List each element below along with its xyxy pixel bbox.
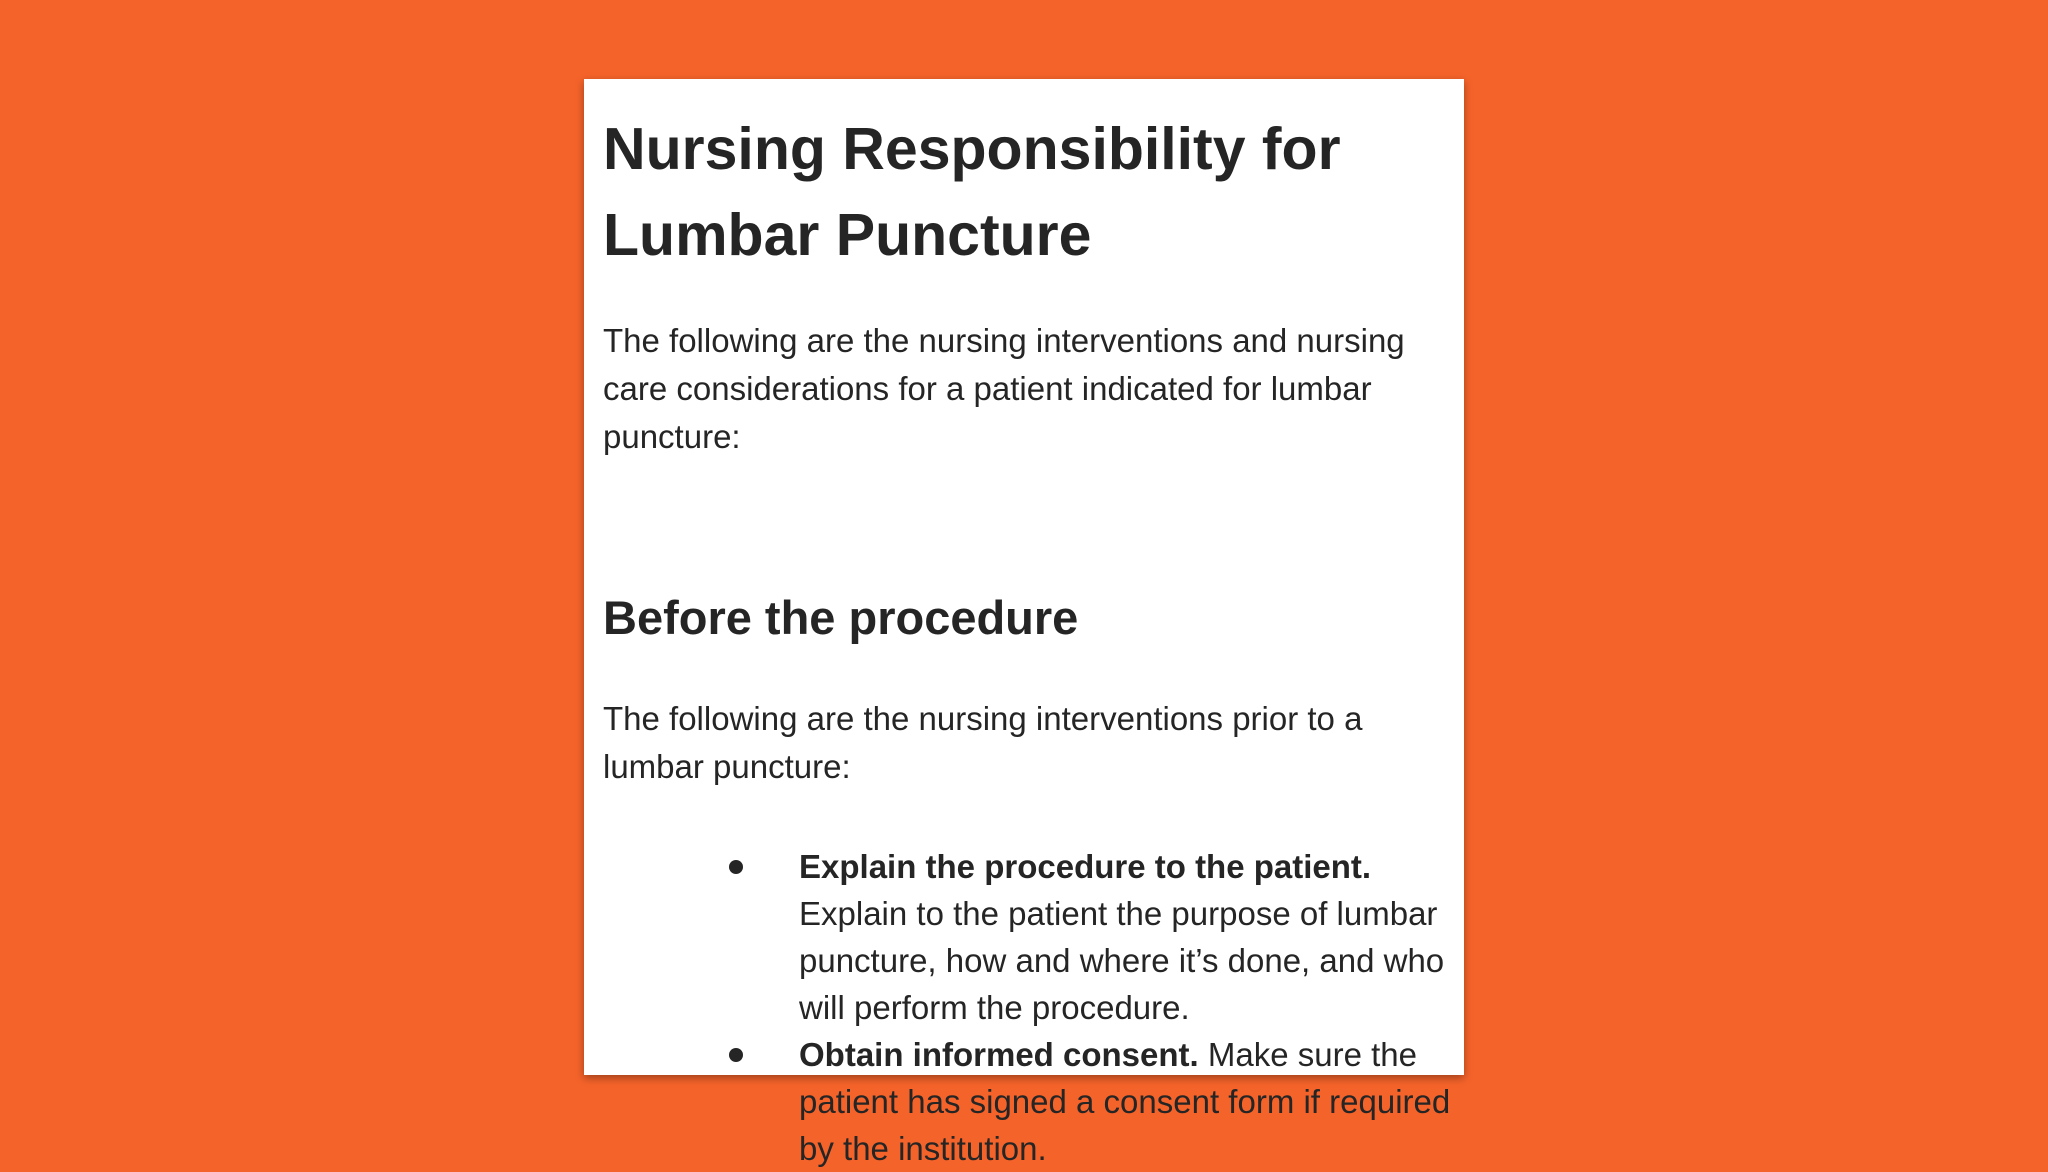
intro-paragraph: The following are the nursing interventions and nursing care considerations for a patient indicated for lumbar puncture: (603, 322, 1405, 455)
list-item-body: Explain to the patient the purpose of lumbar puncture, how and where it’s done, and who will perform the procedure. (799, 895, 1445, 1026)
list-item-body: Make sure the patient has signed a consent form if required by the institution. (799, 1036, 1451, 1167)
list-item-lead: Explain the procedure to the patient. (799, 848, 1372, 885)
bullet-icon (729, 860, 743, 874)
list-item (584, 843, 1484, 1031)
list-item-lead: Obtain informed consent. (799, 1036, 1199, 1073)
section-heading: Before the procedure (603, 591, 1079, 644)
list-item (584, 1031, 1484, 1172)
intervention-list (584, 843, 1484, 1172)
list-item-text (799, 1031, 1479, 1172)
list-item-text (799, 843, 1469, 1031)
page-title: Nursing Responsibility for Lumbar Puncture (603, 116, 1341, 268)
section-intro-paragraph: The following are the nursing interventions prior to a lumbar puncture: (603, 700, 1363, 785)
bullet-icon (729, 1048, 743, 1062)
document-page (584, 79, 1464, 1167)
